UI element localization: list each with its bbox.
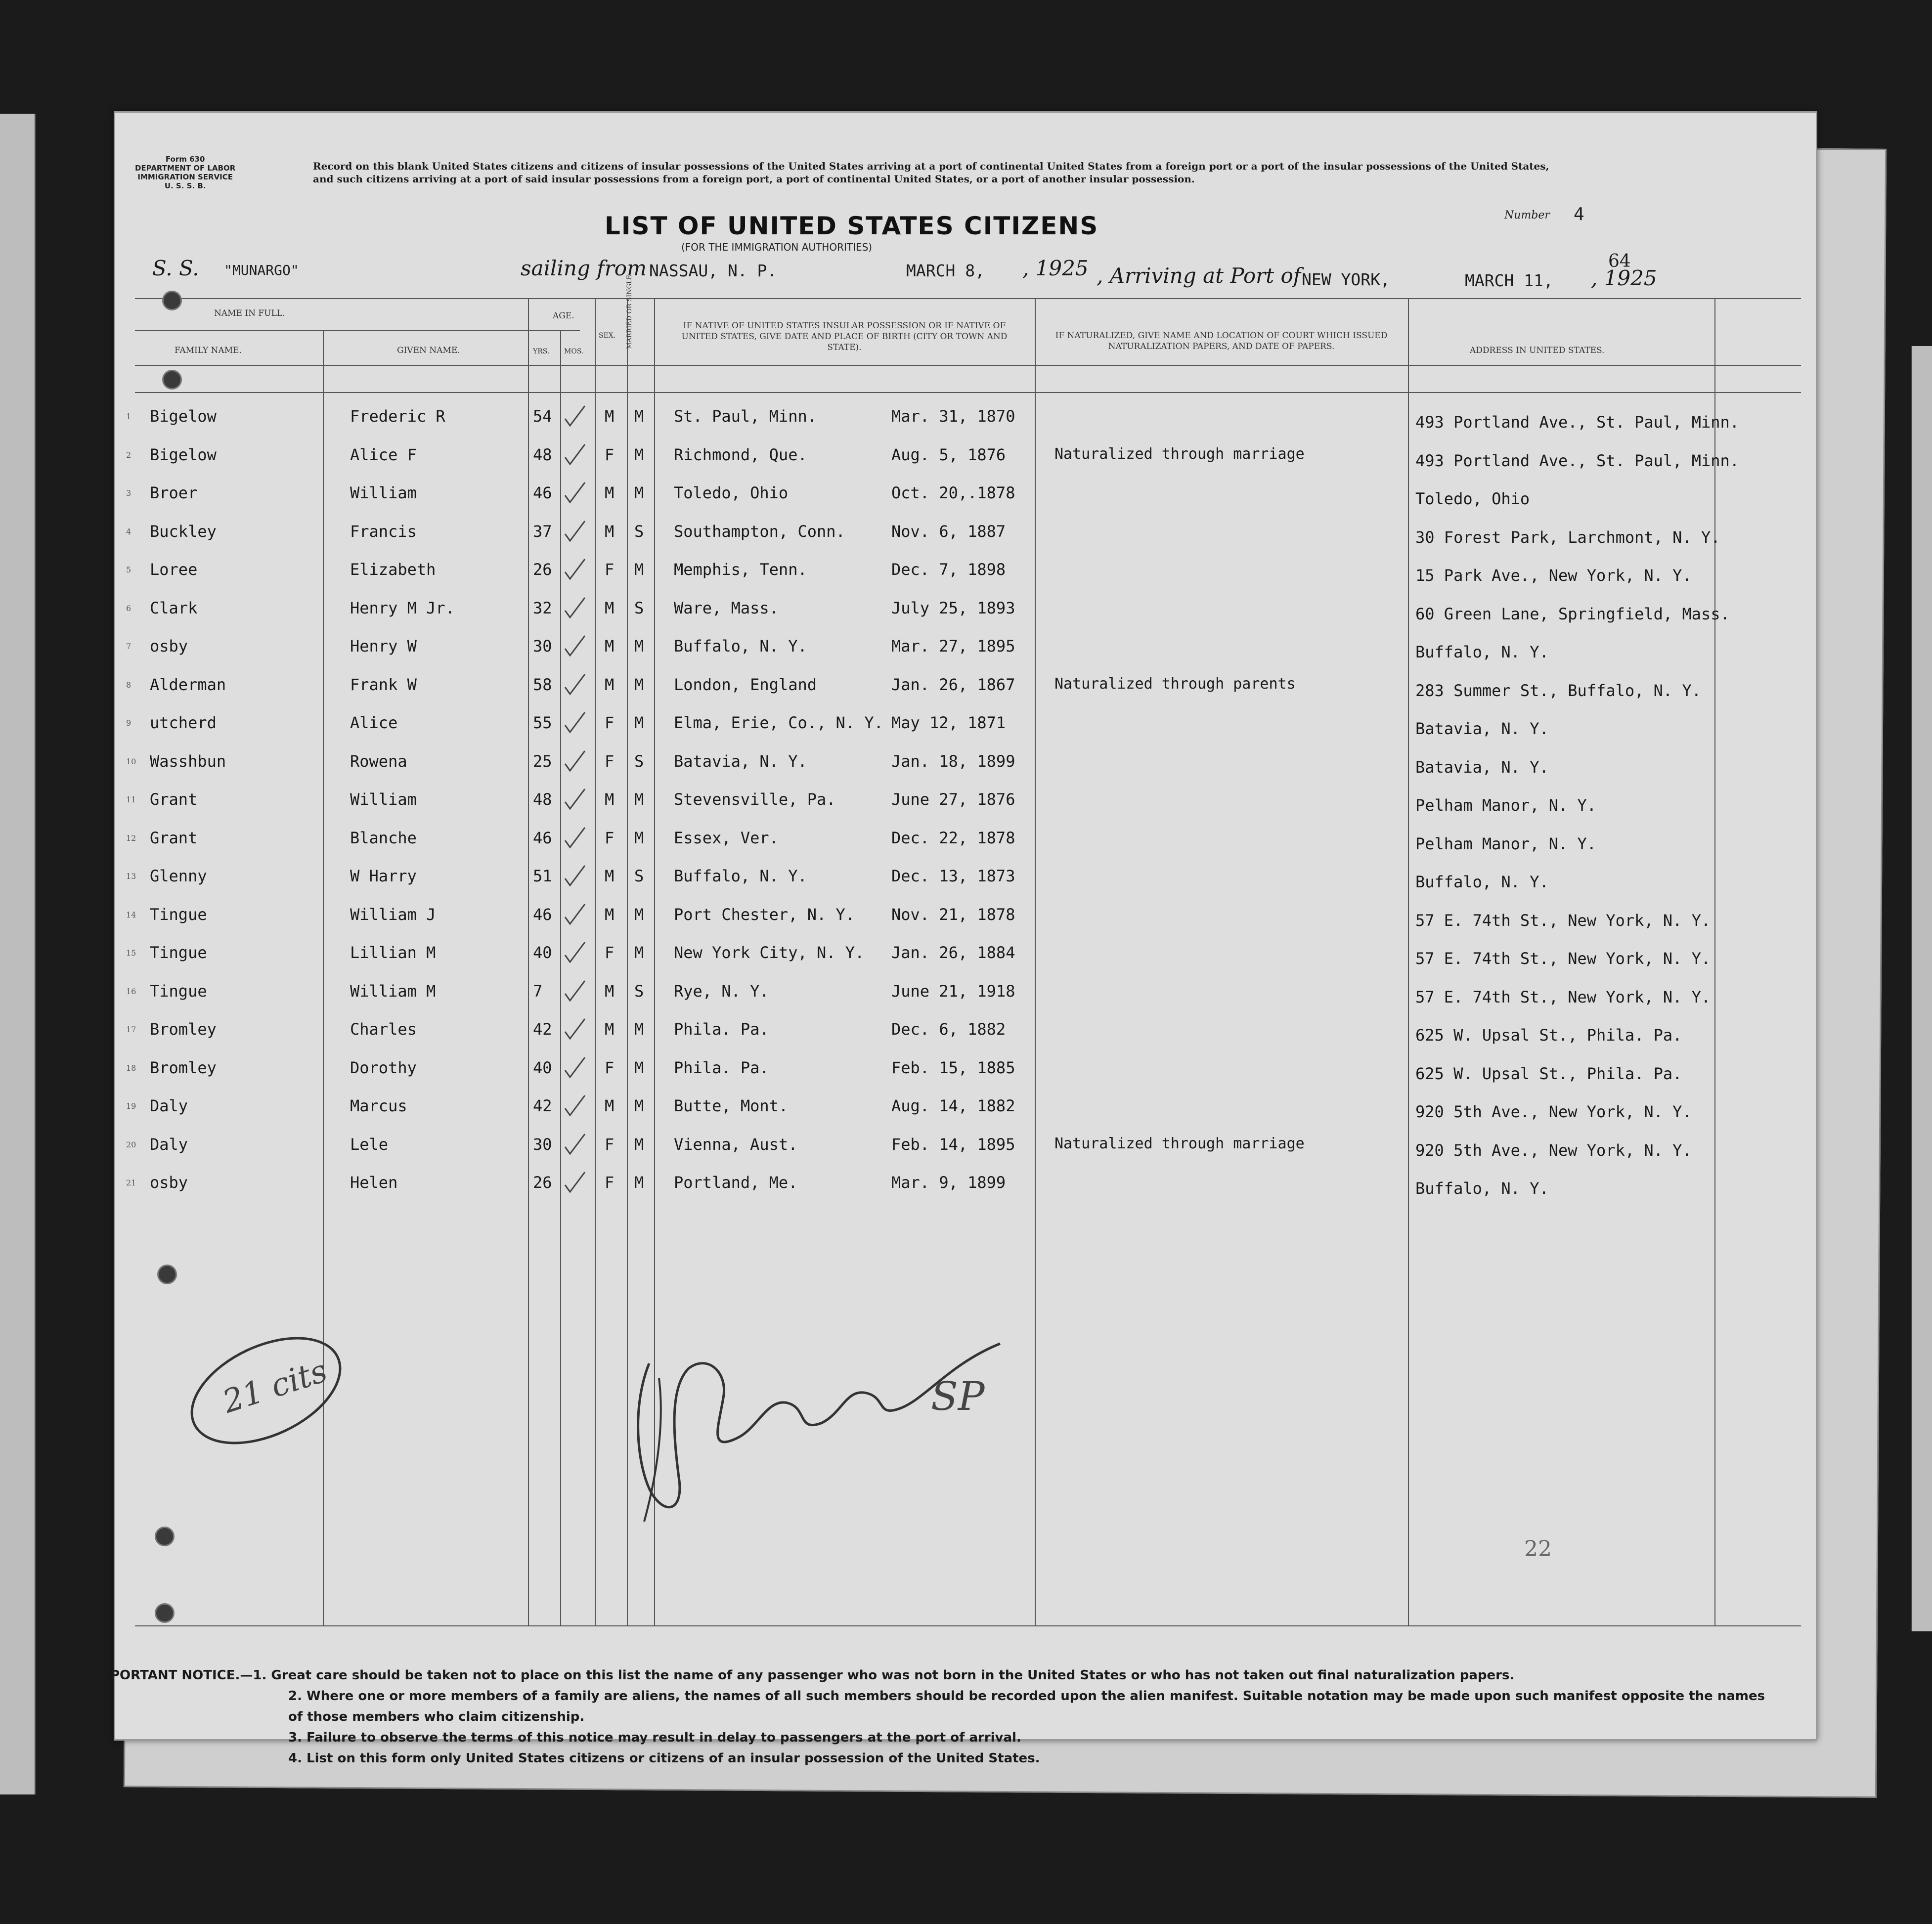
col-header-name-in-full: NAME IN FULL.	[214, 308, 285, 318]
row-number: 9	[126, 718, 132, 728]
birthplace-cell: Elma, Erie, Co., N. Y.	[674, 713, 883, 732]
row-number: 13	[126, 872, 136, 881]
row-number: 18	[126, 1063, 136, 1073]
family-name-cell: Bigelow	[150, 445, 217, 464]
col-header-birth: IF NATIVE OF UNITED STATES INSULAR POSSESSION OR IF NATIVE OF UNITED STATES, GIVE DATE AND PLACE OF BIRTH (CITY OR TOWN AND STATE).	[681, 321, 1008, 352]
age-years-cell: 26	[533, 560, 552, 579]
row-number: 6	[126, 603, 132, 613]
family-name-cell: Glenny	[150, 867, 207, 885]
sex-cell: M	[605, 905, 615, 924]
service-abbrev: U. S. S. B.	[164, 181, 206, 190]
sex-cell: M	[605, 598, 615, 617]
page-subtitle: (FOR THE IMMIGRATION AUTHORITIES)	[681, 241, 873, 253]
arrival-date: MARCH 11,	[1465, 271, 1553, 290]
departure-port: NASSAU, N. P.	[649, 261, 777, 280]
age-years-cell: 26	[533, 1173, 552, 1192]
birthplace-cell: Ware, Mass.	[674, 598, 779, 617]
row-number: 2	[126, 450, 132, 460]
subheader-rule	[135, 330, 580, 331]
family-name-cell: Loree	[150, 560, 198, 579]
birthplace-cell: Buffalo, N. Y.	[674, 867, 807, 885]
birthdate-cell: Dec. 22, 1878	[891, 828, 1015, 847]
age-years-cell: 30	[533, 1135, 552, 1154]
marital-status-cell: S	[634, 598, 644, 617]
sailing-label: sailing from	[521, 256, 647, 280]
address-cell: Buffalo, N. Y.	[1415, 1179, 1549, 1198]
check-mark-icon	[563, 902, 587, 927]
binder-hole	[162, 291, 182, 310]
arriving-label: , Arriving at Port of	[1097, 263, 1301, 288]
age-years-cell: 40	[533, 943, 552, 962]
given-name-cell: Lillian M	[350, 943, 436, 962]
row-number: 7	[126, 642, 132, 651]
check-mark-icon	[563, 442, 587, 467]
birthdate-cell: Feb. 15, 1885	[891, 1058, 1015, 1077]
birthdate-cell: Jan. 26, 1884	[891, 943, 1015, 962]
address-cell: 57 E. 74th St., New York, N. Y.	[1415, 949, 1711, 968]
sex-cell: M	[605, 1096, 615, 1115]
birthdate-cell: July 25, 1893	[891, 598, 1015, 617]
given-name-cell: Lele	[350, 1135, 389, 1154]
family-name-cell: Alderman	[150, 675, 226, 694]
age-years-cell: 54	[533, 407, 552, 426]
birthplace-cell: New York City, N. Y.	[674, 943, 865, 962]
check-mark-icon	[563, 864, 587, 888]
birthplace-cell: London, England	[674, 675, 817, 694]
family-name-cell: Grant	[150, 790, 198, 809]
check-mark-icon	[563, 634, 587, 658]
check-mark-icon	[563, 787, 587, 812]
marital-status-cell: M	[634, 560, 644, 579]
family-name-cell: Wasshbun	[150, 751, 226, 771]
age-years-cell: 48	[533, 790, 552, 809]
address-cell: 60 Green Lane, Springfield, Mass.	[1415, 604, 1730, 623]
form-number: Form 630	[165, 155, 205, 164]
marital-status-cell: S	[634, 522, 644, 541]
col-divider	[560, 330, 561, 1625]
birthplace-cell: Phila. Pa.	[674, 1020, 769, 1039]
marital-status-cell: M	[634, 943, 644, 962]
department-name: DEPARTMENT OF LABOR	[135, 164, 236, 173]
table-bottom-rule	[135, 1625, 1801, 1626]
naturalization-cell: Naturalized through marriage	[1054, 1135, 1305, 1152]
birthdate-cell: May 12, 1871	[891, 713, 1006, 732]
marital-status-cell: M	[634, 445, 644, 464]
naturalization-cell: Naturalized through marriage	[1054, 445, 1305, 463]
address-cell: 57 E. 74th St., New York, N. Y.	[1415, 987, 1711, 1006]
age-years-cell: 48	[533, 445, 552, 464]
given-name-cell: Frederic R	[350, 407, 445, 426]
marital-status-cell: M	[634, 407, 644, 426]
birthplace-cell: Stevensville, Pa.	[674, 790, 836, 809]
birthplace-cell: Batavia, N. Y.	[674, 751, 807, 771]
sex-cell: M	[605, 981, 615, 1001]
col-header-age: AGE.	[553, 311, 574, 321]
address-cell: Batavia, N. Y.	[1415, 757, 1549, 777]
check-mark-icon	[563, 1170, 587, 1195]
address-cell: 920 5th Ave., New York, N. Y.	[1415, 1102, 1692, 1121]
sex-cell: M	[605, 867, 615, 885]
form-instruction: Record on this blank United States citizens and citizens of insular possessions of the United States arriving at a port of continental United States from a foreign port or a port of the insular possessions of the United States, and such citizens arriving at a port of said insular possessions from a foreign port, a port of continental United States, or a port of another insular possession.	[313, 160, 1549, 185]
sex-cell: M	[605, 407, 615, 426]
birthplace-cell: Phila. Pa.	[674, 1058, 769, 1077]
col-divider	[595, 298, 596, 1625]
form-identifier	[135, 155, 235, 190]
birthplace-cell: St. Paul, Minn.	[674, 407, 817, 426]
sex-cell: F	[605, 560, 615, 579]
col-header-yrs: YRS.	[533, 348, 550, 355]
address-cell: 625 W. Upsal St., Phila. Pa.	[1415, 1026, 1682, 1045]
row-number: 4	[126, 526, 132, 536]
family-name-cell: Bromley	[150, 1020, 217, 1039]
sex-cell: F	[605, 828, 615, 847]
birthplace-cell: Butte, Mont.	[674, 1096, 789, 1115]
notice-item-3: 3. Failure to observe the terms of this notice may result in delay to passengers at the port of arrival.	[288, 1730, 1021, 1745]
check-mark-icon	[563, 940, 587, 965]
marital-status-cell: M	[634, 790, 644, 809]
row-number: 10	[126, 756, 136, 766]
page-number-bottom: 22	[1524, 1536, 1552, 1562]
col-header-mos: MOS.	[564, 348, 584, 355]
birthplace-cell: Memphis, Tenn.	[674, 560, 807, 579]
check-mark-icon	[563, 1132, 587, 1157]
family-name-cell: Daly	[150, 1135, 188, 1154]
birthplace-cell: Toledo, Ohio	[674, 483, 789, 502]
age-years-cell: 25	[533, 751, 552, 771]
birthplace-cell: Vienna, Aust.	[674, 1135, 798, 1154]
family-name-cell: Daly	[150, 1096, 188, 1115]
age-years-cell: 37	[533, 522, 552, 541]
given-name-cell: Charles	[350, 1020, 417, 1039]
sex-cell: F	[605, 943, 615, 962]
age-years-cell: 46	[533, 828, 552, 847]
check-mark-icon	[563, 1017, 587, 1042]
given-name-cell: Elizabeth	[350, 560, 436, 579]
col-header-given-name: GIVEN NAME.	[397, 346, 460, 355]
first-row-rule	[135, 392, 1801, 393]
departure-date: MARCH 8,	[906, 261, 985, 280]
sex-cell: F	[605, 751, 615, 771]
sex-cell: F	[605, 1058, 615, 1077]
birthdate-cell: Dec. 7, 1898	[891, 560, 1006, 579]
manifest-sheet	[110, 111, 1817, 1766]
sex-cell: M	[605, 483, 615, 502]
address-cell: 30 Forest Park, Larchmont, N. Y.	[1415, 527, 1720, 547]
birthdate-cell: Aug. 5, 1876	[891, 445, 1006, 464]
given-name-cell: Marcus	[350, 1096, 407, 1115]
age-years-cell: 51	[533, 867, 552, 885]
check-mark-icon	[563, 979, 587, 1004]
given-name-cell: William M	[350, 981, 436, 1001]
row-number: 5	[126, 565, 132, 574]
address-cell: 625 W. Upsal St., Phila. Pa.	[1415, 1064, 1682, 1083]
col-header-naturalized: IF NATURALIZED, GIVE NAME AND LOCATION OF COURT WHICH ISSUED NATURALIZATION PAPERS, AND DATE OF PAPERS.	[1055, 331, 1388, 351]
row-number: 17	[126, 1025, 136, 1034]
age-years-cell: 30	[533, 637, 552, 656]
family-name-cell: Bromley	[150, 1058, 217, 1077]
address-cell: 493 Portland Ave., St. Paul, Minn.	[1415, 413, 1740, 432]
marital-status-cell: M	[634, 637, 644, 656]
marital-status-cell: S	[634, 751, 644, 771]
birthplace-cell: Buffalo, N. Y.	[674, 637, 807, 656]
birthdate-cell: Mar. 27, 1895	[891, 637, 1015, 656]
birthdate-cell: Nov. 21, 1878	[891, 905, 1015, 924]
row-number: 21	[126, 1178, 136, 1187]
given-name-cell: Rowena	[350, 751, 407, 771]
row-number: 11	[126, 795, 136, 804]
given-name-cell: William	[350, 483, 417, 502]
notice-heading: PORTANT NOTICE.—	[110, 1668, 253, 1683]
address-cell: 15 Park Ave., New York, N. Y.	[1415, 566, 1692, 585]
given-name-cell: Henry M Jr.	[350, 598, 455, 617]
address-cell: Batavia, N. Y.	[1415, 719, 1549, 738]
important-notice	[110, 1665, 1766, 1769]
birthplace-cell: Rye, N. Y.	[674, 981, 769, 1001]
age-years-cell: 42	[533, 1020, 552, 1039]
family-name-cell: osby	[150, 637, 188, 656]
age-years-cell: 40	[533, 1058, 552, 1077]
adjacent-page-right	[1911, 346, 1932, 1631]
birthdate-cell: Mar. 31, 1870	[891, 407, 1015, 426]
marital-status-cell: S	[634, 981, 644, 1001]
sex-cell: F	[605, 445, 615, 464]
col-header-address: ADDRESS IN UNITED STATES.	[1470, 346, 1605, 355]
age-years-cell: 7	[533, 981, 543, 1001]
sex-cell: F	[605, 713, 615, 732]
birthdate-cell: Aug. 14, 1882	[891, 1096, 1015, 1115]
address-cell: Buffalo, N. Y.	[1415, 643, 1549, 661]
list-number-label: Number	[1504, 209, 1550, 221]
row-number: 15	[126, 948, 136, 958]
given-name-cell: Helen	[350, 1173, 398, 1192]
birthdate-cell: Dec. 13, 1873	[891, 867, 1015, 885]
age-years-cell: 42	[533, 1096, 552, 1115]
marital-status-cell: M	[634, 1135, 644, 1154]
service-name: IMMIGRATION SERVICE	[137, 173, 233, 181]
address-cell: Toledo, Ohio	[1415, 489, 1530, 508]
birthdate-cell: June 21, 1918	[891, 981, 1015, 1001]
birthdate-cell: June 27, 1876	[891, 790, 1015, 809]
arrival-year: , 1925	[1591, 266, 1657, 290]
check-mark-icon	[563, 481, 587, 505]
col-divider	[1408, 298, 1409, 1625]
family-name-cell: Grant	[150, 828, 198, 847]
birthplace-cell: Portland, Me.	[674, 1173, 798, 1192]
row-number: 19	[126, 1101, 136, 1111]
birthdate-cell: Jan. 26, 1867	[891, 675, 1015, 694]
birthplace-cell: Southampton, Conn.	[674, 522, 845, 541]
notice-item-2: 2. Where one or more members of a family are aliens, the names of all such members should be recorded upon the alien manifest. Suitable notation may be made upon such manifest opposite the names of those members who claim citizenship.	[288, 1689, 1765, 1724]
address-cell: Pelham Manor, N. Y.	[1415, 834, 1597, 853]
birthdate-cell: Mar. 9, 1899	[891, 1173, 1006, 1192]
notice-item-1: 1. Great care should be taken not to place on this list the name of any passenger who was not born in the United States or who has not taken out final naturalization papers.	[253, 1668, 1515, 1683]
list-number-value: 4	[1574, 204, 1584, 224]
age-years-cell: 46	[533, 483, 552, 502]
header-bottom-rule	[135, 365, 1801, 366]
col-divider	[528, 298, 529, 1625]
check-mark-icon	[563, 826, 587, 850]
departure-year: , 1925	[1022, 256, 1089, 280]
examiner-signature	[610, 1289, 1015, 1576]
birthdate-cell: Oct. 20,.1878	[891, 483, 1015, 502]
given-name-cell: Alice F	[350, 445, 417, 464]
check-mark-icon	[563, 672, 587, 697]
row-number: 3	[126, 488, 132, 498]
family-name-cell: Buckley	[150, 522, 217, 541]
given-name-cell: Henry W	[350, 637, 417, 656]
given-name-cell: Alice	[350, 713, 398, 732]
age-years-cell: 55	[533, 713, 552, 732]
binder-hole	[155, 1527, 175, 1546]
birthplace-cell: Essex, Ver.	[674, 828, 779, 847]
family-name-cell: Tingue	[150, 943, 207, 962]
given-name-cell: Dorothy	[350, 1058, 417, 1077]
check-mark-icon	[563, 1055, 587, 1080]
ss-label: S. S.	[152, 256, 199, 280]
naturalization-cell: Naturalized through parents	[1054, 675, 1296, 693]
marital-status-cell: M	[634, 713, 644, 732]
check-mark-icon	[563, 404, 587, 429]
marital-status-cell: M	[634, 905, 644, 924]
birthplace-cell: Port Chester, N. Y.	[674, 905, 855, 924]
given-name-cell: W Harry	[350, 867, 417, 885]
marital-status-cell: M	[634, 1058, 644, 1077]
sex-cell: M	[605, 790, 615, 809]
row-number: 20	[126, 1139, 136, 1149]
binder-hole	[155, 1603, 175, 1623]
given-name-cell: Frank W	[350, 675, 417, 694]
birthdate-cell: Dec. 6, 1882	[891, 1020, 1006, 1039]
family-name-cell: Tingue	[150, 905, 207, 924]
address-cell: 493 Portland Ave., St. Paul, Minn.	[1415, 451, 1740, 470]
sex-cell: M	[605, 675, 615, 694]
address-cell: Buffalo, N. Y.	[1415, 873, 1549, 891]
age-years-cell: 46	[533, 905, 552, 924]
birthplace-cell: Richmond, Que.	[674, 445, 807, 464]
marital-status-cell: M	[634, 828, 644, 847]
sex-cell: M	[605, 522, 615, 541]
given-name-cell: William	[350, 790, 417, 809]
check-mark-icon	[563, 596, 587, 620]
given-name-cell: William J	[350, 905, 436, 924]
sex-cell: M	[605, 637, 615, 656]
col-divider	[1714, 298, 1715, 1625]
row-number: 14	[126, 910, 136, 919]
table-top-rule	[135, 298, 1801, 299]
col-header-sex: SEX.	[599, 332, 616, 340]
birthdate-cell: Nov. 6, 1887	[891, 522, 1006, 541]
address-cell: Pelham Manor, N. Y.	[1415, 796, 1597, 815]
check-mark-icon	[563, 1093, 587, 1118]
sex-cell: F	[605, 1173, 615, 1192]
page-title: LIST OF UNITED STATES CITIZENS	[605, 212, 1099, 240]
signature-initials: SP	[931, 1373, 985, 1419]
address-cell: 57 E. 74th St., New York, N. Y.	[1415, 911, 1711, 930]
check-mark-icon	[563, 519, 587, 544]
circled-count-text: 21 cits	[218, 1353, 332, 1421]
family-name-cell: osby	[150, 1173, 188, 1192]
family-name-cell: Tingue	[150, 981, 207, 1001]
birthdate-cell: Feb. 14, 1895	[891, 1135, 1015, 1154]
age-years-cell: 58	[533, 675, 552, 694]
address-cell: 920 5th Ave., New York, N. Y.	[1415, 1140, 1692, 1160]
row-number: 1	[126, 412, 132, 421]
marital-status-cell: S	[634, 867, 644, 885]
col-header-family-name: FAMILY NAME.	[175, 346, 242, 355]
arrival-port: NEW YORK,	[1302, 270, 1390, 289]
age-years-cell: 32	[533, 598, 552, 617]
address-cell: 283 Summer St., Buffalo, N. Y.	[1415, 681, 1701, 700]
birthdate-cell: Jan. 18, 1899	[891, 751, 1015, 771]
row-number: 16	[126, 986, 136, 996]
page-mark-top: 64	[1608, 251, 1631, 271]
given-name-cell: Blanche	[350, 828, 417, 847]
marital-status-cell: M	[634, 675, 644, 694]
col-divider	[1035, 298, 1036, 1625]
marital-status-cell: M	[634, 1173, 644, 1192]
marital-status-cell: M	[634, 1096, 644, 1115]
row-number: 8	[126, 680, 132, 690]
row-number: 12	[126, 833, 136, 843]
sex-cell: F	[605, 1135, 615, 1154]
family-name-cell: Broer	[150, 483, 198, 502]
sex-cell: M	[605, 1020, 615, 1039]
family-name-cell: Bigelow	[150, 407, 217, 426]
given-name-cell: Francis	[350, 522, 417, 541]
marital-status-cell: M	[634, 483, 644, 502]
family-name-cell: utcherd	[150, 713, 217, 732]
check-mark-icon	[563, 749, 587, 774]
family-name-cell: Clark	[150, 598, 198, 617]
marital-status-cell: M	[634, 1020, 644, 1039]
binder-hole	[157, 1265, 177, 1284]
notice-item-4: 4. List on this form only United States citizens or citizens of an insular possession of the United States.	[288, 1751, 1040, 1766]
binder-hole	[162, 370, 182, 390]
ship-name: "MUNARGO"	[224, 262, 299, 278]
adjacent-page-left	[0, 114, 36, 1794]
check-mark-icon	[563, 557, 587, 582]
col-header-married-single: MARRIED OR SINGLE.	[626, 272, 633, 349]
check-mark-icon	[563, 710, 587, 735]
